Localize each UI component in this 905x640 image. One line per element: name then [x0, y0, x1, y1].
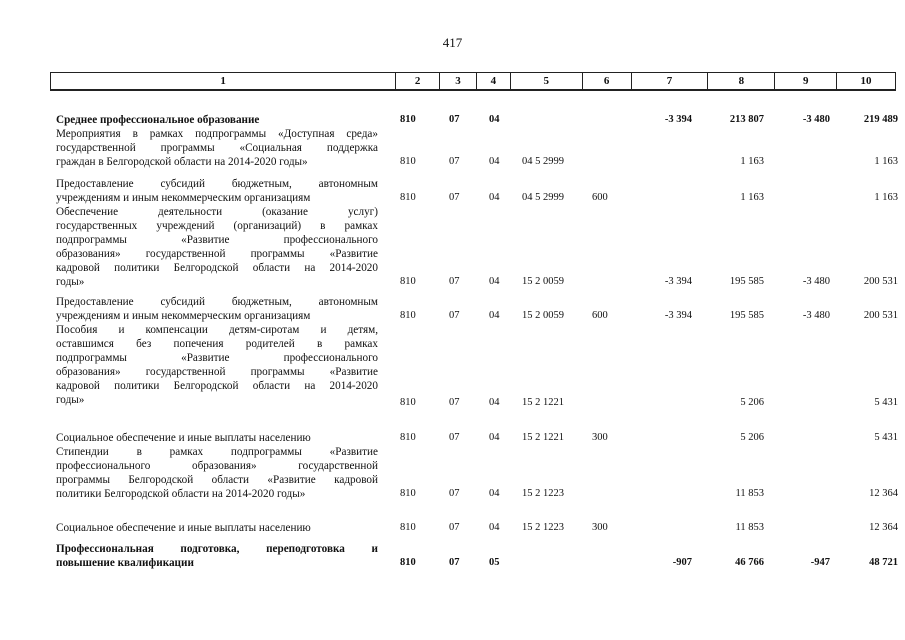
cell-col-8: 195 585 — [729, 276, 764, 287]
cell-col-5: 15 2 0059 — [522, 310, 564, 321]
cell-col-3: 07 — [449, 192, 460, 203]
description-line: годы» — [56, 394, 85, 406]
description-line: оставшимся без попечения родителей в рамках — [56, 338, 378, 350]
cell-col-2: 810 — [400, 557, 416, 568]
description-line: подпрограммы «Развитие профессионального — [56, 352, 378, 364]
description-line: Предоставление субсидий бюджетным, автономным — [56, 178, 378, 190]
cell-col-4: 04 — [489, 276, 500, 287]
table-row — [390, 556, 905, 570]
cell-col-10: 200 531 — [863, 276, 898, 287]
cell-col-5: 15 2 1223 — [522, 488, 564, 499]
table-row — [390, 113, 905, 127]
cell-col-10: 1 163 — [874, 192, 898, 203]
description-line: Социальное обеспечение и иные выплаты населению — [56, 522, 311, 534]
cell-col-8: 213 807 — [729, 114, 764, 125]
cell-col-6: 600 — [592, 310, 608, 321]
table-row — [390, 155, 905, 169]
description-line: Стипендии в рамках подпрограммы «Развитие — [56, 446, 378, 458]
cell-col-7: -3 394 — [664, 114, 692, 125]
table-row — [390, 396, 905, 410]
row-description — [56, 127, 378, 169]
cell-col-4: 04 — [489, 432, 500, 443]
cell-col-6: 300 — [592, 522, 608, 533]
cell-col-5: 15 2 1221 — [522, 432, 564, 443]
cell-col-4: 04 — [489, 192, 500, 203]
cell-col-3: 07 — [449, 276, 460, 287]
cell-col-4: 05 — [489, 557, 500, 568]
table-row — [390, 275, 905, 289]
cell-col-5: 04 5 2999 — [522, 192, 564, 203]
cell-col-4: 04 — [489, 522, 500, 533]
cell-col-8: 46 766 — [735, 557, 764, 568]
table-row — [390, 191, 905, 205]
header-col-4: 4 — [476, 73, 510, 89]
cell-col-8: 195 585 — [729, 310, 764, 321]
description-line: Среднее профессиональное образование — [56, 114, 260, 126]
description-line: Социальное обеспечение и иные выплаты населению — [56, 432, 311, 444]
cell-col-7: -3 394 — [664, 310, 692, 321]
cell-col-10: 12 364 — [869, 522, 898, 533]
header-col-9: 9 — [774, 73, 836, 89]
description-line: Пособия и компенсации детям-сиротам и детям, — [56, 324, 378, 336]
row-description — [56, 323, 378, 407]
cell-col-8: 1 163 — [740, 192, 764, 203]
page-number: 417 — [442, 35, 463, 50]
cell-col-10: 5 431 — [874, 397, 898, 408]
description-line: государственной программы «Социальная поддержка — [56, 142, 378, 154]
description-line: учреждениям и иным некоммерческим организациям — [56, 310, 311, 322]
cell-col-10: 12 364 — [869, 488, 898, 499]
cell-col-9: -947 — [810, 557, 830, 568]
header-col-10: 10 — [836, 73, 895, 89]
row-description — [56, 295, 378, 323]
description-line: кадровой политики Белгородской области на 2014-2020 — [56, 380, 378, 392]
description-line: граждан в Белгородской области на 2014-2020 годы» — [56, 156, 308, 168]
cell-col-3: 07 — [449, 156, 460, 167]
description-line: учреждениям и иным некоммерческим организациям — [56, 192, 311, 204]
header-col-7: 7 — [631, 73, 708, 89]
cell-col-5: 04 5 2999 — [522, 156, 564, 167]
cell-col-8: 5 206 — [740, 432, 764, 443]
table-header — [50, 72, 896, 91]
description-line: Мероприятия в рамках подпрограммы «Доступная среда» — [56, 128, 378, 140]
row-description — [56, 177, 378, 205]
cell-col-2: 810 — [400, 310, 416, 321]
row-description — [56, 542, 378, 570]
description-line: образования» государственной программы «Развитие — [56, 366, 378, 378]
cell-col-2: 810 — [400, 488, 416, 499]
description-line: Предоставление субсидий бюджетным, автономным — [56, 296, 378, 308]
description-line: государственных учреждений (организаций) в рамках — [56, 220, 378, 232]
cell-col-6: 600 — [592, 192, 608, 203]
cell-col-3: 07 — [449, 310, 460, 321]
cell-col-10: 219 489 — [863, 114, 898, 125]
cell-col-9: -3 480 — [802, 114, 830, 125]
cell-col-2: 810 — [400, 432, 416, 443]
row-description — [56, 431, 378, 445]
cell-col-9: -3 480 — [802, 310, 830, 321]
description-line: Обеспечение деятельности (оказание услуг) — [56, 206, 378, 218]
table-row — [390, 487, 905, 501]
cell-col-8: 11 853 — [735, 488, 764, 499]
cell-col-2: 810 — [400, 276, 416, 287]
row-description — [56, 113, 378, 127]
table-row — [390, 309, 905, 323]
description-line: политики Белгородской области на 2014-2020 годы» — [56, 488, 306, 500]
cell-col-2: 810 — [400, 192, 416, 203]
table-row — [390, 521, 905, 535]
row-description — [56, 445, 378, 501]
cell-col-2: 810 — [400, 156, 416, 167]
header-col-5: 5 — [510, 73, 582, 89]
header-col-8: 8 — [707, 73, 774, 89]
cell-col-8: 5 206 — [740, 397, 764, 408]
cell-col-7: -3 394 — [664, 276, 692, 287]
header-col-3: 3 — [439, 73, 476, 89]
cell-col-2: 810 — [400, 114, 416, 125]
cell-col-10: 200 531 — [863, 310, 898, 321]
cell-col-6: 300 — [592, 432, 608, 443]
cell-col-4: 04 — [489, 156, 500, 167]
cell-col-5: 15 2 1221 — [522, 397, 564, 408]
description-line: повышение квалификации — [56, 557, 194, 569]
cell-col-8: 11 853 — [735, 522, 764, 533]
description-line: образования» государственной программы «Развитие — [56, 248, 378, 260]
header-col-6: 6 — [582, 73, 631, 89]
cell-col-8: 1 163 — [740, 156, 764, 167]
cell-col-5: 15 2 0059 — [522, 276, 564, 287]
cell-col-4: 04 — [489, 488, 500, 499]
row-description — [56, 205, 378, 289]
cell-col-10: 5 431 — [874, 432, 898, 443]
cell-col-3: 07 — [449, 522, 460, 533]
header-col-2: 2 — [395, 73, 439, 89]
description-line: программы Белгородской области «Развитие кадровой — [56, 474, 378, 486]
description-line: кадровой политики Белгородской области на 2014-2020 — [56, 262, 378, 274]
cell-col-5: 15 2 1223 — [522, 522, 564, 533]
cell-col-10: 1 163 — [874, 156, 898, 167]
description-line: годы» — [56, 276, 85, 288]
row-description — [56, 521, 378, 535]
cell-col-4: 04 — [489, 310, 500, 321]
cell-col-9: -3 480 — [802, 276, 830, 287]
cell-col-4: 04 — [489, 397, 500, 408]
cell-col-4: 04 — [489, 114, 500, 125]
description-line: профессионального образования» государственной — [56, 460, 378, 472]
cell-col-3: 07 — [449, 114, 460, 125]
header-col-1: 1 — [220, 75, 226, 87]
description-line: Профессиональная подготовка, переподготовка и — [56, 543, 378, 555]
cell-col-7: -907 — [672, 557, 692, 568]
table-row — [390, 431, 905, 445]
cell-col-2: 810 — [400, 397, 416, 408]
description-line: подпрограммы «Развитие профессионального — [56, 234, 378, 246]
cell-col-3: 07 — [449, 432, 460, 443]
cell-col-3: 07 — [449, 557, 460, 568]
cell-col-3: 07 — [449, 488, 460, 499]
cell-col-2: 810 — [400, 522, 416, 533]
cell-col-10: 48 721 — [869, 557, 898, 568]
cell-col-3: 07 — [449, 397, 460, 408]
